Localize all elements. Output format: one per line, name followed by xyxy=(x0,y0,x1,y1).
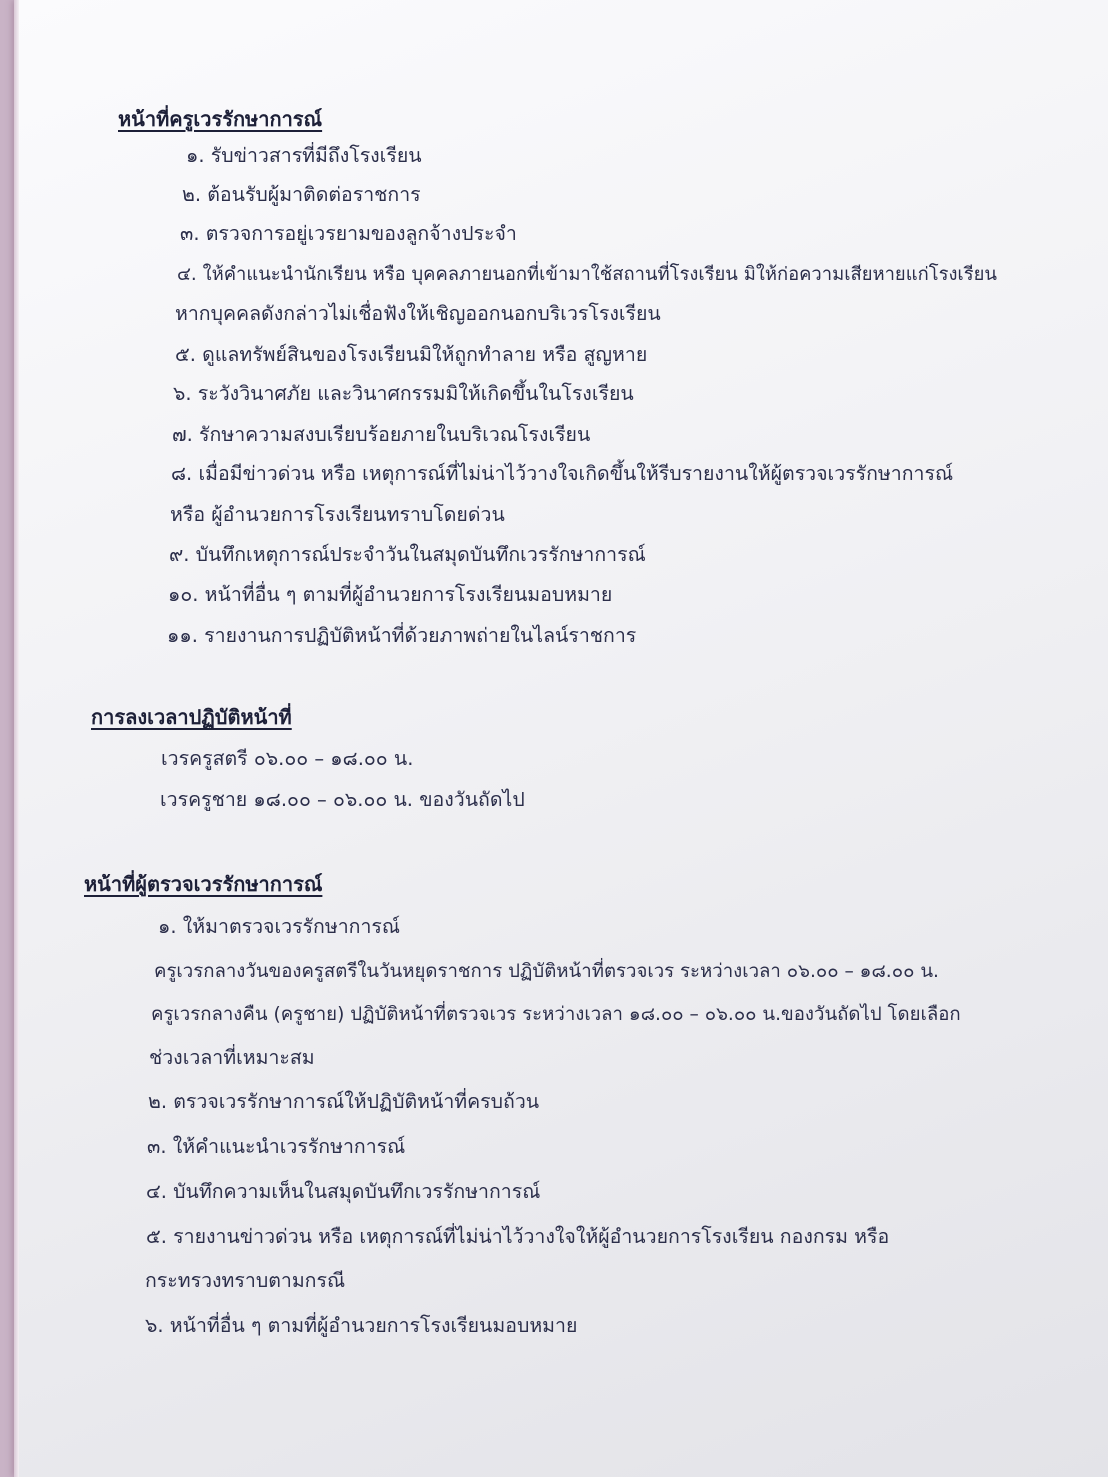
duty-item-1: ๑. รับข่าวสารที่มีถึงโรงเรียน xyxy=(186,144,422,167)
inspector-item-1-day: ครูเวรกลางวันของครูสตรีในวันหยุดราชการ ปฏิบัติหน้าที่ตรวจเวร ระหว่างเวลา ๐๖.๐๐ – ๑๘.๐๐ น. xyxy=(154,961,939,982)
duty-item-4-cont: หากบุคคลดังกล่าวไม่เชื่อฟังให้เชิญออกนอกบริเวรโรงเรียน xyxy=(175,302,661,325)
section-heading-inspector: หน้าที่ผู้ตรวจเวรรักษาการณ์ xyxy=(84,872,323,896)
duty-item-8: ๘. เมื่อมีข่าวด่วน หรือ เหตุการณ์ที่ไม่น่าไว้วางใจเกิดขึ้นให้รีบรายงานให้ผู้ตรวจเวรรักษาการณ์ xyxy=(171,462,954,485)
duty-item-5: ๕. ดูแลทรัพย์สินของโรงเรียนมิให้ถูกทำลาย หรือ สูญหาย xyxy=(175,343,648,366)
page-edge xyxy=(14,0,19,1477)
inspector-item-2: ๒. ตรวจเวรรักษาการณ์ให้ปฏิบัติหน้าที่ครบถ้วน xyxy=(148,1090,540,1113)
duty-item-3: ๓. ตรวจการอยู่เวรยามของลูกจ้างประจำ xyxy=(180,222,517,245)
duty-item-2: ๒. ต้อนรับผู้มาติดต่อราชการ xyxy=(182,183,421,206)
duty-item-4: ๔. ให้คำแนะนำนักเรียน หรือ บุคคลภายนอกที่เข้ามาใช้สถานที่โรงเรียน มิให้ก่อความเสียหายแก่โรงเรียน xyxy=(177,264,997,285)
section-heading-duty-teacher: หน้าที่ครูเวรรักษาการณ์ xyxy=(118,107,323,131)
schedule-male-teacher: เวรครูชาย ๑๘.๐๐ – ๐๖.๐๐ น. ของวันถัดไป xyxy=(160,788,525,811)
document-page xyxy=(14,0,1108,1477)
duty-item-9: ๙. บันทึกเหตุการณ์ประจำวันในสมุดบันทึกเวรรักษาการณ์ xyxy=(169,543,646,566)
inspector-item-5: ๕. รายงานข่าวด่วน หรือ เหตุการณ์ที่ไม่น่าไว้วางใจให้ผู้อำนวยการโรงเรียน กองกรม หรือ xyxy=(146,1225,890,1248)
inspector-item-1: ๑. ให้มาตรวจเวรรักษาการณ์ xyxy=(158,915,400,938)
duty-item-11: ๑๑. รายงานการปฏิบัติหน้าที่ด้วยภาพถ่ายในไลน์ราชการ xyxy=(167,624,637,647)
duty-item-8-cont: หรือ ผู้อำนวยการโรงเรียนทราบโดยด่วน xyxy=(170,503,505,526)
inspector-item-3: ๓. ให้คำแนะนำเวรรักษาการณ์ xyxy=(147,1135,406,1158)
duty-item-6: ๖. ระวังวินาศภัย และวินาศกรรมมิให้เกิดขึ้นในโรงเรียน xyxy=(173,382,634,405)
duty-item-7: ๗. รักษาความสงบเรียบร้อยภายในบริเวณโรงเรียน xyxy=(172,423,591,446)
inspector-item-1-night: ครูเวรกลางคืน (ครูชาย) ปฏิบัติหน้าที่ตรวจเวร ระหว่างเวลา ๑๘.๐๐ – ๐๖.๐๐ น.ของวันถัดไป โดยเลือก xyxy=(151,1004,961,1025)
inspector-item-1-cont: ช่วงเวลาที่เหมาะสม xyxy=(149,1046,315,1069)
inspector-item-6: ๖. หน้าที่อื่น ๆ ตามที่ผู้อำนวยการโรงเรียนมอบหมาย xyxy=(145,1314,578,1337)
schedule-female-teacher: เวรครูสตรี ๐๖.๐๐ – ๑๘.๐๐ น. xyxy=(161,747,414,770)
duty-item-10: ๑๐. หน้าที่อื่น ๆ ตามที่ผู้อำนวยการโรงเรียนมอบหมาย xyxy=(168,583,613,606)
section-heading-time-schedule: การลงเวลาปฏิบัติหน้าที่ xyxy=(91,705,292,729)
inspector-item-4: ๔. บันทึกความเห็นในสมุดบันทึกเวรรักษาการณ์ xyxy=(146,1180,541,1203)
inspector-item-5-cont: กระทรวงทราบตามกรณี xyxy=(145,1269,346,1292)
